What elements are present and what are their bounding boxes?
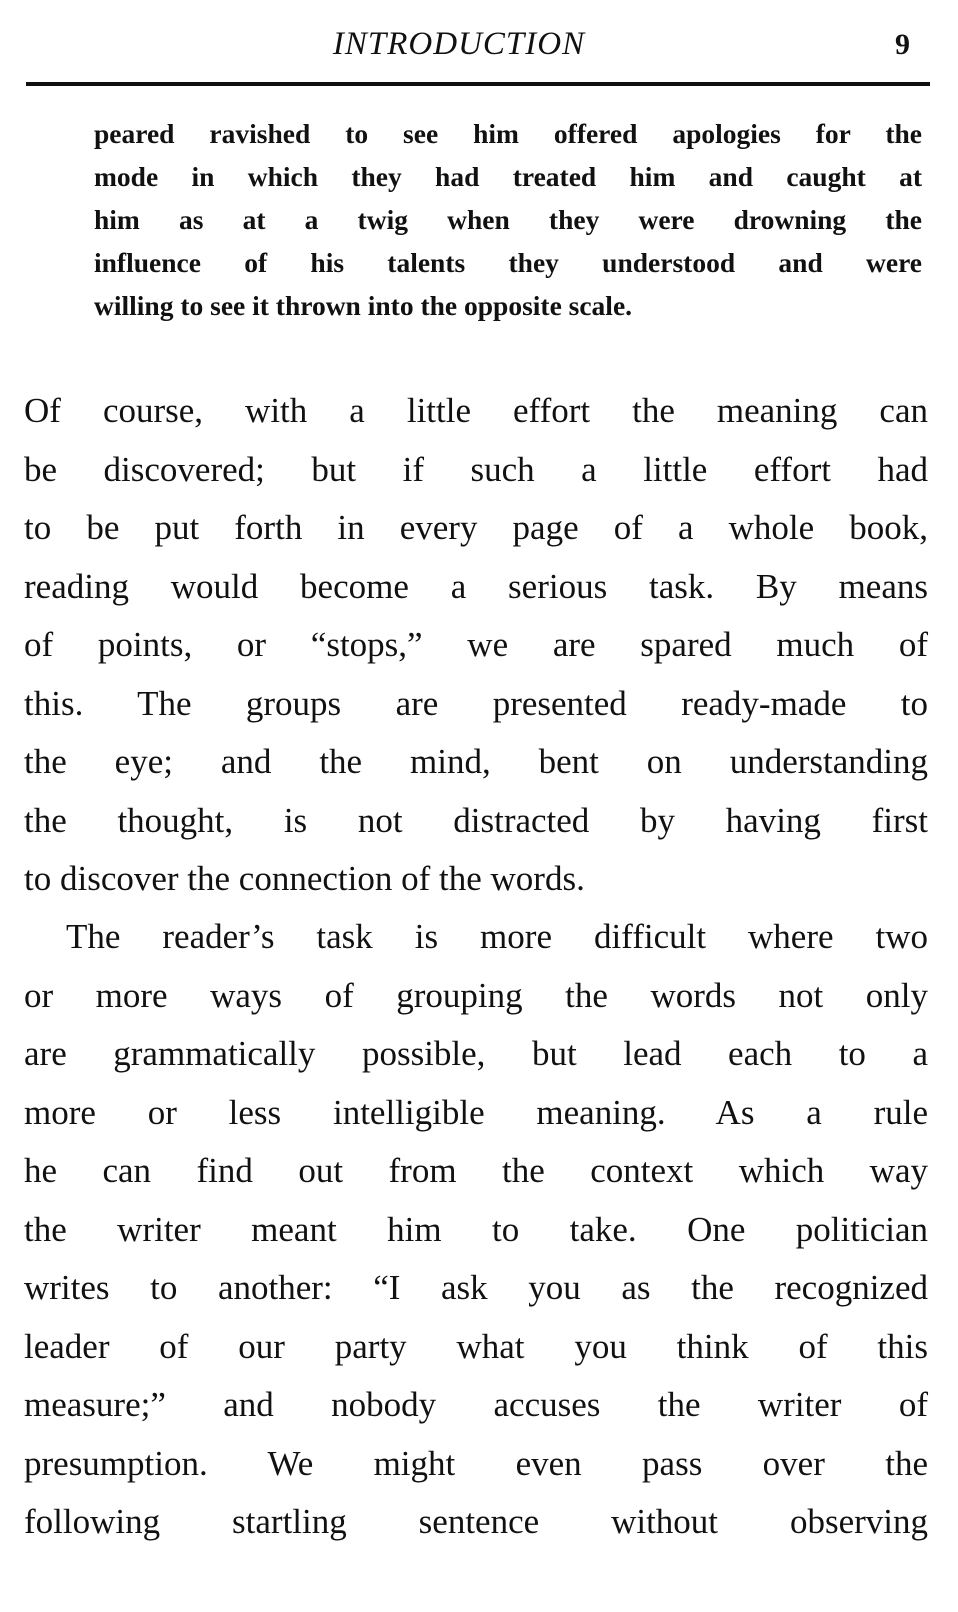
text-line: presumption. We might even pass over the	[24, 1443, 928, 1483]
quote-line: influence of his talents they understood and were	[94, 247, 922, 278]
text-line: he can find out from the context which way	[24, 1151, 928, 1190]
text-line: be discovered; but if such a little effort had	[24, 449, 928, 489]
text-line: Of course, with a little effort the meaning can	[24, 391, 928, 430]
text-line: to discover the connection of the words.	[24, 859, 585, 898]
paragraph-1	[24, 382, 928, 909]
paragraph-2	[24, 908, 928, 1552]
quote-line: willing to see it thrown into the opposite scale.	[94, 290, 633, 321]
quote-line: him as at a twig when they were drowning the	[94, 204, 922, 235]
running-header-title: INTRODUCTION	[332, 26, 586, 62]
text-line: more or less intelligible meaning. As a rule	[24, 1092, 928, 1132]
text-line: of points, or “stops,” we are spared much of	[24, 625, 928, 664]
text-line: the thought, is not distracted by having first	[24, 800, 928, 840]
text-line: following startling sentence without observing	[24, 1502, 928, 1541]
quote-line: mode in which they had treated him and caught at	[94, 161, 922, 192]
block-quote	[94, 112, 922, 327]
page-number: 9	[895, 28, 910, 61]
text-line: leader of our party what you think of this	[24, 1326, 928, 1366]
text-line: this. The groups are presented ready-made to	[24, 683, 928, 723]
header-rule	[26, 82, 930, 86]
text-line: to be put forth in every page of a whole book,	[24, 508, 928, 547]
text-line: or more ways of grouping the words not only	[24, 975, 928, 1015]
text-line: the eye; and the mind, bent on understanding	[24, 742, 928, 781]
quote-line: peared ravished to see him offered apologies for the	[94, 118, 922, 149]
text-line: measure;” and nobody accuses the writer of	[24, 1385, 928, 1424]
text-line: The reader’s task is more difficult where two	[66, 917, 928, 956]
text-line: reading would become a serious task. By means	[24, 566, 928, 606]
text-line: the writer meant him to take. One politician	[24, 1209, 928, 1249]
text-line: are grammatically possible, but lead each to a	[24, 1034, 928, 1073]
text-line: writes to another: “I ask you as the recognized	[24, 1268, 928, 1307]
